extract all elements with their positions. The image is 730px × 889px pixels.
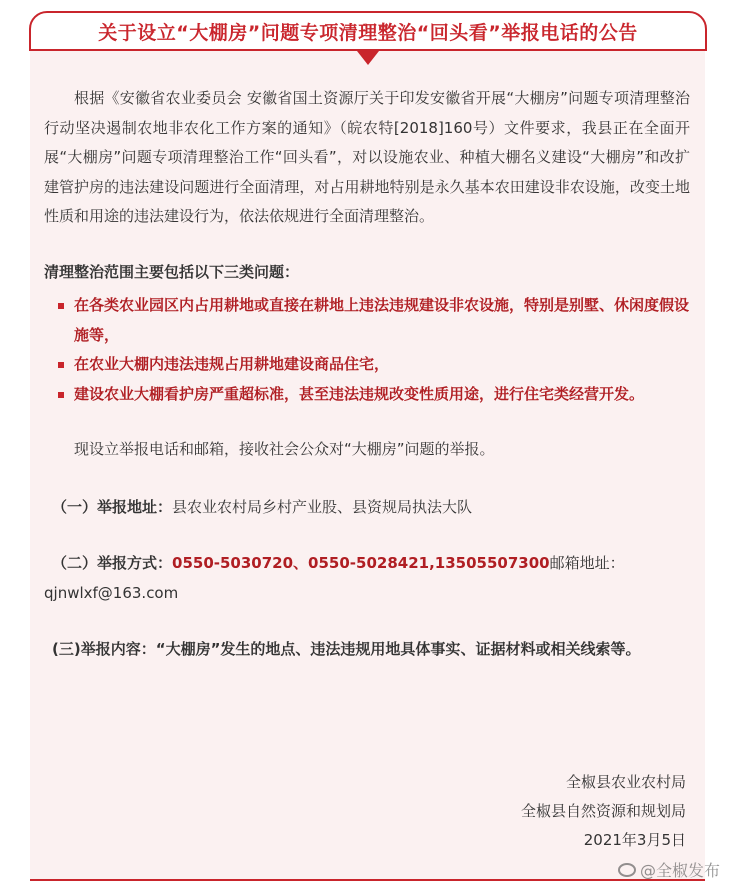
title-banner — [29, 11, 707, 51]
watermark — [618, 858, 720, 881]
issue-list — [44, 291, 690, 409]
signature-block — [521, 768, 686, 855]
issue-text: 在农业大棚内违法违规占用耕地建设商品住宅， — [74, 355, 390, 373]
notice-paragraph: 现设立举报电话和邮箱，接收社会公众对“大棚房”问题的举报。 — [74, 440, 495, 458]
address-label: （一）举报地址： — [52, 497, 173, 516]
list-item — [44, 350, 690, 380]
report-method — [44, 549, 690, 608]
list-item — [44, 380, 690, 410]
square-bullet-icon — [58, 362, 64, 368]
bottom-divider — [30, 879, 705, 881]
watermark-text: @全椒发布 — [639, 861, 720, 880]
phone-numbers: 0550-5030720、0550-5028421,13505507300 — [172, 554, 550, 572]
page-title: 关于设立“大棚房”问题专项清理整治“回头看”举报电话的公告 — [98, 21, 638, 44]
list-item — [44, 291, 690, 350]
scope-heading: 清理整治范围主要包括以下三类问题： — [44, 262, 300, 281]
issue-text: 在各类农业园区内占用耕地或直接在耕地上违法违规建设非农设施，特别是别墅、休闲度假设施等， — [74, 296, 690, 344]
email-address[interactable]: qjnwlxf@163.com — [44, 583, 179, 602]
address-value: 县农业农村局乡村产业股、县资规局执法大队 — [172, 497, 473, 516]
intro-paragraph: 根据《安徽省农业委员会 安徽省国土资源厅关于印发安徽省开展“大棚房”问题专项清理整治行动坚决遏制农地非农化工作方案的通知》（皖农特[2018]160号）文件要求，我县正在全面开展“大棚房”问题专项清理整治工作“回头看”，对以设施农业、种植大棚名义建设“大棚房”和改扩建管护房的违法建设问题进行全面清理，对占用耕地特别是永久基本农田建设非农设施，改变土地性质和用途的违法建设行为，依法依规进行全面清理整治。 — [44, 89, 690, 225]
weibo-icon — [618, 863, 636, 877]
announcement-body — [44, 84, 690, 665]
content-value: “大棚房”发生的地点、违法违规用地具体事实、证据材料或相关线索等。 — [155, 640, 641, 658]
content-label: (三)举报内容： — [52, 640, 156, 658]
signature-org-agriculture: 全椒县农业农村局 — [565, 773, 686, 791]
square-bullet-icon — [58, 392, 64, 398]
email-label: 邮箱地址： — [549, 554, 625, 572]
signature-date: 2021年3月5日 — [583, 831, 686, 849]
signature-org-resources: 全椒县自然资源和规划局 — [520, 802, 686, 820]
report-address — [44, 493, 690, 523]
square-bullet-icon — [58, 303, 64, 309]
method-label: （二）举报方式： — [52, 554, 173, 572]
title-arrow-icon — [357, 51, 379, 65]
report-content — [44, 635, 690, 665]
issue-text: 建设农业大棚看护房严重超标准，甚至违法违规改变性质用途，进行住宅类经营开发。 — [74, 384, 645, 403]
